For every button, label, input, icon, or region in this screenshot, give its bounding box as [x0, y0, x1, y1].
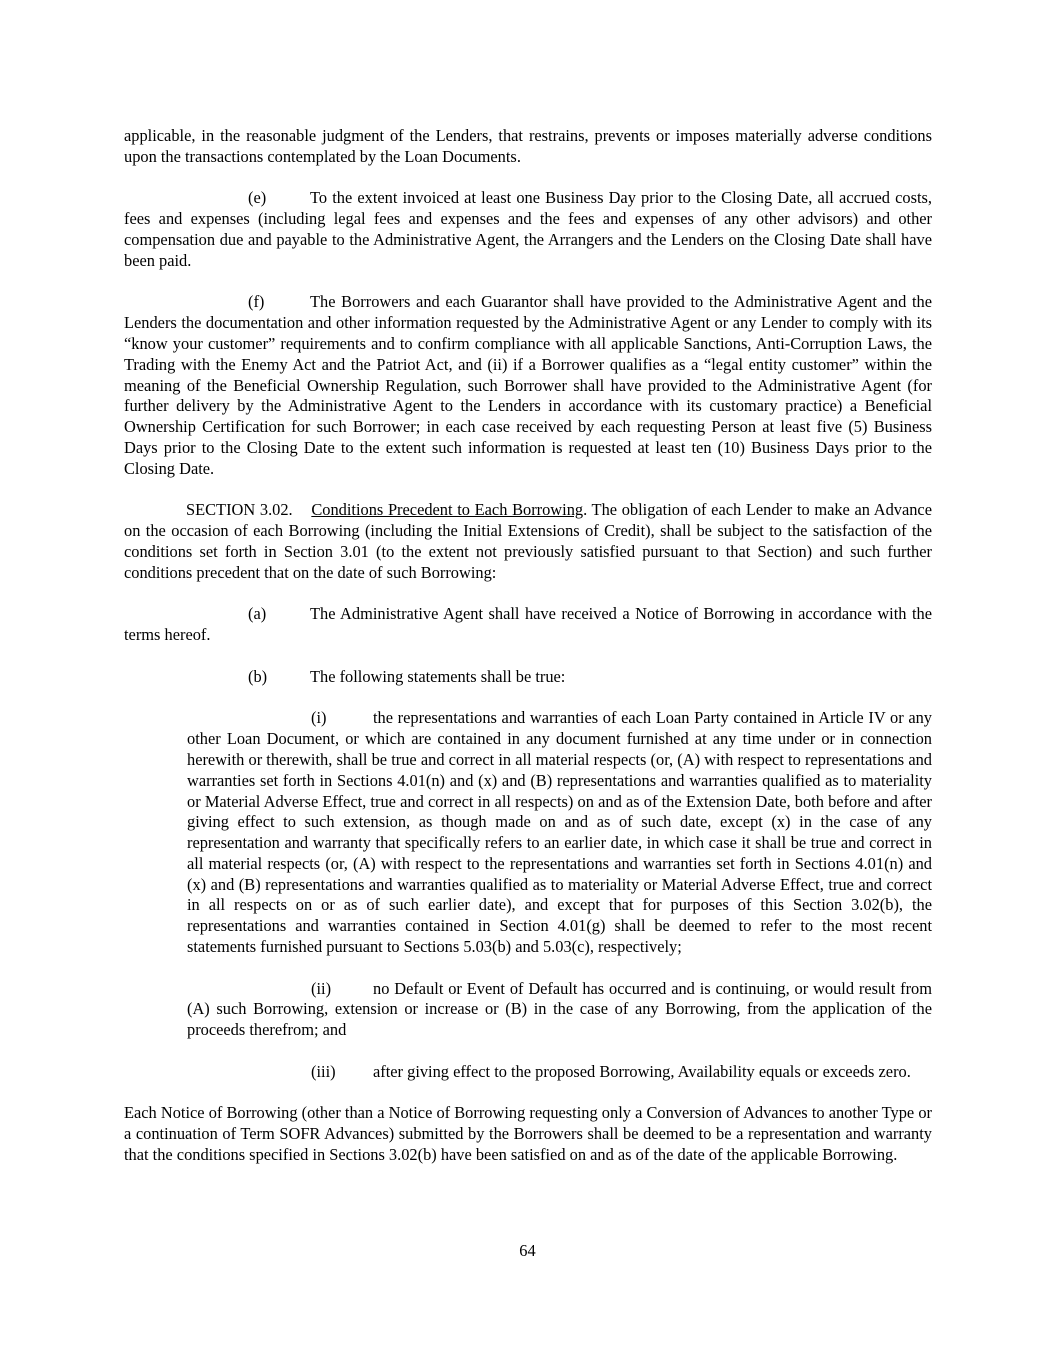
- paragraph-f-text: The Borrowers and each Guarantor shall have provided to the Administrative Agent and the Lenders the documentation and other information requested by the Administrative Agent or any Lender to comply with its “know your customer” requirements and to confirm compliance with all applicable Sanctions, Anti-Corruption Laws, the Trading with the Enemy Act and the Patriot Act, and (ii) if a Borrower qualifies as a “legal entity customer” within the meaning of the Beneficial Ownership Regulation, such Borrower shall have provided to the Administrative Agent (for further delivery by the Administrative Agent to the Lenders in accordance with its customary practice) a Beneficial Ownership Certification for such Borrower; in each case received by each requesting Person at least five (5) Business Days prior to the Closing Date to the extent such information is requested at least ten (10) Business Days prior to the Closing Date.: [124, 292, 932, 478]
- intro-paragraph: applicable, in the reasonable judgment of the Lenders, that restrains, prevents or imposes materially adverse conditions upon the transactions contemplated by the Loan Documents.: [124, 126, 932, 166]
- paragraph-b-label: (b): [248, 666, 268, 686]
- subparagraph-iii-text: after giving effect to the proposed Borrowing, Availability equals or exceeds zero.: [373, 1061, 911, 1081]
- subparagraph-i: [187, 708, 932, 958]
- section-text: . The obligation of each Lender to make an Advance on the occasion of each Borrowing (including the Initial Extensions of Credit), shall be subject to the satisfaction of the conditions set forth in Section 3.01 (to the extent not previously satisfied pursuant to that Section) and such further conditions precedent that on the date of such Borrowing:: [124, 500, 932, 582]
- subparagraph-i-text: the representations and warranties of each Loan Party contained in Article IV or any other Loan Document, or which are contained in any document furnished at any time under or in connection herewith or therewith, shall be true and correct in all material respects (or, (A) with respect to representations and warranties set forth in Sections 4.01(n) and (x) and (B) representations and warranties qualified as to materiality or Material Adverse Effect, true and correct in all respects) on and as of the Extension Date, both before and after giving effect to such extension, as though made on and as of such date, except (x) in the case of any representation and warranty that specifically refers to an earlier date, in which case it shall be true and correct in all material respects (or, (A) with respect to the representations and warranties set forth in Sections 4.01(n) and (x) and (B) representations and warranties qualified as to materiality or Material Adverse Effect, true and correct in all respects on or as of such earlier date), and except that for purposes of this Section 3.02(b), the representations and warranties contained in Section 4.01(g) shall be deemed to refer to the most recent statements furnished pursuant to Sections 5.03(b) and 5.03(c), respectively;: [187, 708, 932, 957]
- subparagraph-iii-label: (iii): [311, 1061, 336, 1081]
- paragraph-a: [124, 604, 932, 646]
- section-title: Conditions Precedent to Each Borrowing: [311, 500, 584, 520]
- document-page: [124, 126, 932, 1187]
- subparagraph-ii-text: no Default or Event of Default has occurred and is continuing, or would result from (A) such Borrowing, extension or increase or (B) in the case of any Borrowing, from the application of the proceeds therefrom; and: [187, 978, 932, 1040]
- paragraph-b-text: The following statements shall be true:: [310, 666, 566, 686]
- paragraph-a-text: The Administrative Agent shall have received a Notice of Borrowing in accordance with the terms hereof.: [124, 604, 932, 645]
- paragraph-f-label: (f): [248, 292, 265, 312]
- paragraph-e-text: To the extent invoiced at least one Business Day prior to the Closing Date, all accrued costs, fees and expenses (including legal fees and expenses and the fees and expenses of any other advisors) and other compensation due and payable to the Administrative Agent, the Arrangers and the Lenders on the Closing Date shall have been paid.: [124, 188, 932, 270]
- page-number: 64: [519, 1241, 536, 1260]
- subparagraph-i-label: (i): [311, 708, 327, 728]
- subparagraph-iii: [187, 1062, 932, 1083]
- section-number: SECTION 3.02.: [186, 500, 293, 520]
- paragraph-b: [124, 667, 932, 688]
- paragraph-a-label: (a): [248, 604, 267, 624]
- paragraph-e: [124, 188, 932, 271]
- closing-paragraph: Each Notice of Borrowing (other than a Notice of Borrowing requesting only a Conversion of Advances to another Type or a continuation of Term SOFR Advances) submitted by the Borrowers shall be deemed to be a representation and warranty that the conditions specified in Sections 3.02(b) have been satisfied on and as of the date of the applicable Borrowing.: [124, 1103, 932, 1165]
- subparagraph-ii-label: (ii): [311, 978, 332, 998]
- paragraph-f: [124, 292, 932, 479]
- subparagraph-ii: [187, 979, 932, 1041]
- paragraph-e-label: (e): [248, 188, 267, 208]
- section-3-02: [124, 500, 932, 583]
